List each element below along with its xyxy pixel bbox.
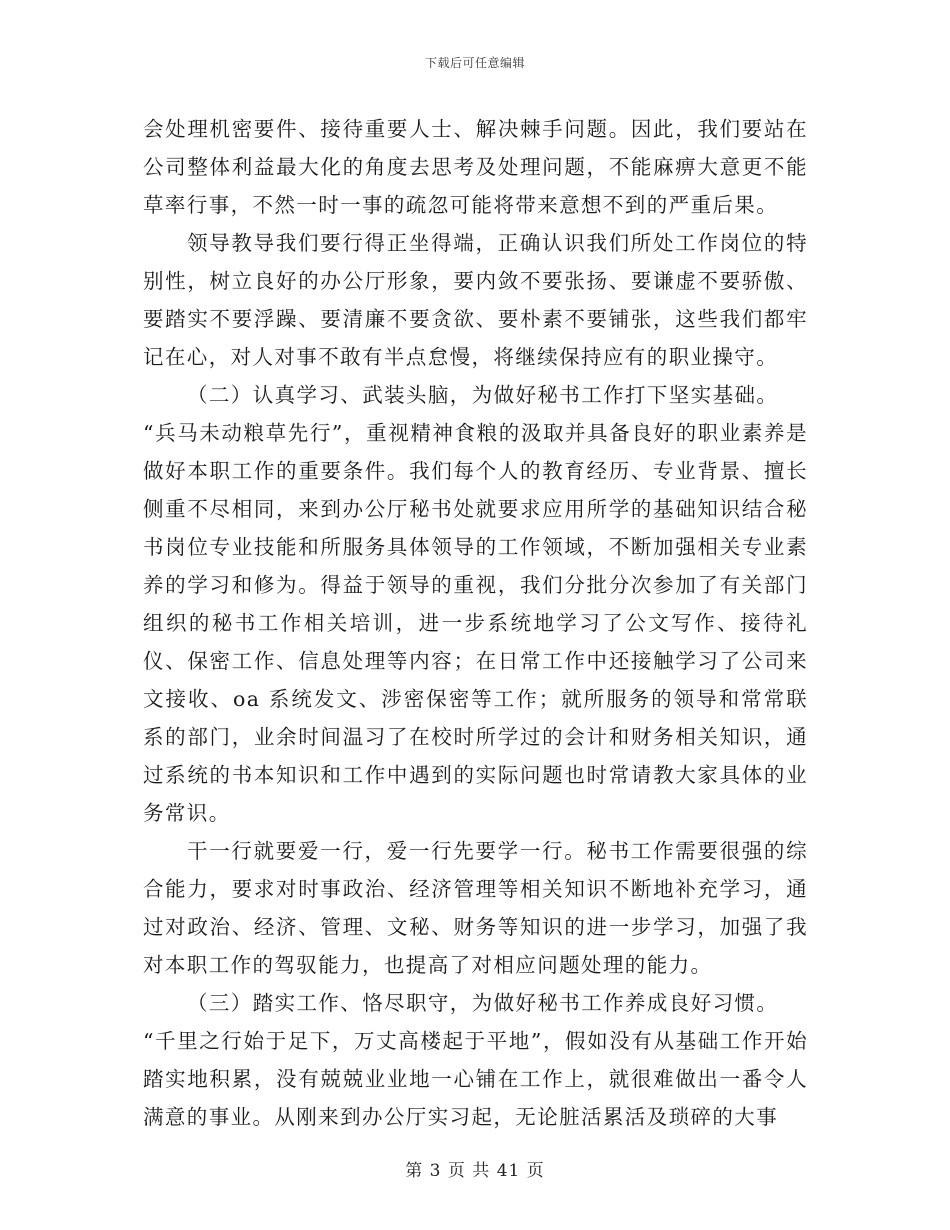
paragraph-4: 干一行就要爱一行，爱一行先要学一行。秘书工作需要很强的综合能力，要求对时事政治、经济管理等相关知识不断地补充学习，通过对政治、经济、管理、文秘、财务等知识的进一步学习，加强了我对本职工作的驾驭能力，也提高了对相应问题处理的能力。 (143, 839, 808, 977)
paragraph-2: 领导教导我们要行得正坐得端，正确认识我们所处工作岗位的特别性，树立良好的办公厅形象，要内敛不要张扬、要谦虚不要骄傲、要踏实不要浮躁、要清廉不要贪欲、要朴素不要铺张，这些我们都牢记在心，对人对事不敢有半点怠慢，将继续保持应有的职业操守。 (143, 231, 808, 369)
paragraph-1: 会处理机密要件、接待重要人士、解决棘手问题。因此，我们要站在公司整体利益最大化的角度去思考及处理问题，不能麻痹大意更不能草率行事，不然一时一事的疏忽可能将带来意想不到的严重后果。 (143, 117, 808, 217)
page-header: 下载后可任意编辑 (424, 56, 525, 70)
section-heading-3: （三）踏实工作、恪尽职守，为做好秘书工作养成良好习惯。 (187, 991, 779, 1015)
section-heading-2: （二）认真学习、武装头脑，为做好秘书工作打下坚实基础。 (187, 383, 779, 407)
paragraph-3: “兵马未动粮草先行”，重视精神食粮的汲取并具备良好的职业素养是做好本职工作的重要条件。我们每个人的教育经历、专业背景、擅长侧重不尽相同，来到办公厅秘书处就要求应用所学的基础知识结合秘书岗位专业技能和所服务具体领导的工作领域，不断加强相关专业素养的学习和修为。得益于领导的重视，我们分批分次参加了有关部门组织的秘书工作相关培训，进一步系统地学习了公文写作、接待礼仪、保密工作、信息处理等内容；在日常工作中还接触学习了公司来文接收、oa 系统发文、涉密保密等工作；就所服务的领导和常常联系的部门，业余时间温习了在校时所学过的会计和财务相关知识，通过系统的书本知识和工作中遇到的实际问题也时常请教大家具体的业务常识。 (143, 421, 808, 825)
document-body (143, 110, 808, 1136)
page-footer: 第 3 页 共 41 页 (405, 1161, 545, 1181)
paragraph-5: “千里之行始于足下，万丈高楼起于平地”，假如没有从基础工作开始踏实地积累，没有兢兢业业地一心铺在工作上，就很难做出一番令人满意的事业。从刚来到办公厅实习起，无论脏活累活及琐碎的大事 (143, 1029, 808, 1129)
